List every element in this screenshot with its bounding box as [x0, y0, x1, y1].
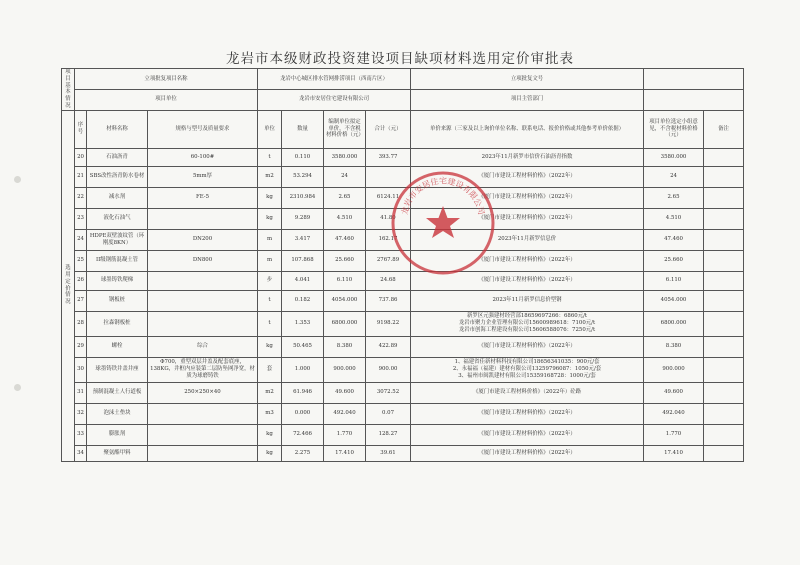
table-row — [62, 403, 744, 424]
row-qty: 1.000 — [282, 357, 324, 382]
row-unit-price: 6800.000 — [324, 311, 366, 336]
row-qty: 3.417 — [282, 229, 324, 250]
row-seq: 28 — [75, 311, 87, 336]
row-unit: t — [258, 148, 282, 166]
row-spec — [148, 208, 258, 229]
row-unit: kg — [258, 336, 282, 357]
row-price-basis: 《厦门市建设工程材料价格》（2022年） — [411, 445, 644, 461]
row-qty: 72.466 — [282, 424, 324, 445]
row-review-price: 2.65 — [644, 187, 704, 208]
row-unit-price: 900.000 — [324, 357, 366, 382]
row-remarks — [704, 357, 744, 382]
row-unit: 步 — [258, 271, 282, 290]
header-unit: 单位 — [258, 110, 282, 148]
row-price-basis: 《厦门市建设工程材料价格》（2022年） — [411, 271, 644, 290]
header-material: 材料名称 — [87, 110, 148, 148]
row-total: 900.00 — [366, 357, 411, 382]
header-total: 合计（元） — [366, 110, 411, 148]
header-seq: 序号 — [75, 110, 87, 148]
row-remarks — [704, 336, 744, 357]
row-qty: 0.000 — [282, 403, 324, 424]
row-review-price: 4054.000 — [644, 290, 704, 311]
row-spec — [148, 290, 258, 311]
row-qty: 4.041 — [282, 271, 324, 290]
table-row — [62, 445, 744, 461]
seal-text: 龙岩市安居住宅建设有限公司 — [400, 176, 486, 216]
header-unit-price: 编制单位拟定单价，不含税材料价格（元） — [324, 110, 366, 148]
row-material-name: 液化石油气 — [87, 208, 148, 229]
row-seq: 23 — [75, 208, 87, 229]
supervisor-label: 项目主管部门 — [411, 89, 644, 110]
row-unit: kg — [258, 208, 282, 229]
row-price-basis: 《厦门市建设工程材料价格》（2022年） — [411, 166, 644, 187]
row-price-basis: 新罗区元强建材经营部18659697266：6860元/t 龙岩市聚力企业管理有限公司15600989618：7100元/t 龙岩市创海工程建设有限公司15606588076：7250元/t — [411, 311, 644, 336]
seal-star-icon — [426, 206, 460, 238]
row-price-basis: 《厦门市建设工程材料价格》（2022年） — [411, 403, 644, 424]
row-unit: m2 — [258, 382, 282, 403]
row-unit-price: 24 — [324, 166, 366, 187]
row-unit-price: 1.770 — [324, 424, 366, 445]
row-seq: 30 — [75, 357, 87, 382]
row-spec — [148, 311, 258, 336]
row-qty: 9.289 — [282, 208, 324, 229]
row-qty: 2.275 — [282, 445, 324, 461]
row-spec: DN200 — [148, 229, 258, 250]
row-review-price: 17.410 — [644, 445, 704, 461]
row-material-name: II级钢筋混凝土管 — [87, 250, 148, 271]
table-row — [62, 424, 744, 445]
row-remarks — [704, 445, 744, 461]
row-price-basis: 《厦门市建设工程材料价格》（2022年） — [411, 250, 644, 271]
row-seq: 20 — [75, 148, 87, 166]
row-unit-price: 49.600 — [324, 382, 366, 403]
project-name-value: 龙岩中心城区排水管网排涝项目（西南片区） — [258, 69, 411, 90]
project-name-label: 立项批复项目名称 — [75, 69, 258, 90]
row-review-price: 47.460 — [644, 229, 704, 250]
table-row — [62, 311, 744, 336]
row-price-basis: 2023年11月新罗信息价型钢 — [411, 290, 644, 311]
binder-hole-top — [14, 176, 21, 183]
table-row — [62, 357, 744, 382]
row-price-basis: 《厦门市建设工程材料价格》（2022年）砼路 — [411, 382, 644, 403]
row-total: 6124.11 — [366, 187, 411, 208]
row-unit-price: 3580.000 — [324, 148, 366, 166]
row-material-name: 球墨铸铁爬梯 — [87, 271, 148, 290]
row-spec — [148, 403, 258, 424]
row-total: 0.07 — [366, 403, 411, 424]
project-unit-label: 项目单位 — [75, 89, 258, 110]
row-review-price: 900.000 — [644, 357, 704, 382]
row-remarks — [704, 290, 744, 311]
row-unit: m — [258, 250, 282, 271]
header-remarks: 备注 — [704, 110, 744, 148]
approval-doc-value — [644, 69, 744, 90]
row-review-price: 6800.000 — [644, 311, 704, 336]
row-price-basis: 《厦门市建设工程材料价格》（2022年） — [411, 424, 644, 445]
row-material-name: SBS改性沥青防水卷材 — [87, 166, 148, 187]
row-remarks — [704, 208, 744, 229]
row-spec: Φ700，重型双层井盖及配套底座，138KG，井框内应装第二层防坠网净宽，材质为球磨铸铁 — [148, 357, 258, 382]
row-total: 422.89 — [366, 336, 411, 357]
table-row — [62, 290, 744, 311]
row-price-basis: 《厦门市建设工程材料价格》（2022年） — [411, 336, 644, 357]
row-seq: 26 — [75, 271, 87, 290]
row-remarks — [704, 382, 744, 403]
row-material-name: 钢板桩 — [87, 290, 148, 311]
row-price-basis: 2023年11月新罗市信价石油沥青指数 — [411, 148, 644, 166]
row-material-name: 预制混凝土人行道板 — [87, 382, 148, 403]
row-seq: 31 — [75, 382, 87, 403]
row-unit-price: 47.460 — [324, 229, 366, 250]
row-remarks — [704, 424, 744, 445]
header-basis: 单价来源（三家及以上询价单位名称、联系电话、报价价格或其他参考单价依据） — [411, 110, 644, 148]
document-title: 龙岩市本级财政投资建设项目缺项材料选用定价审批表 — [226, 51, 574, 67]
row-material-name: 石油沥青 — [87, 148, 148, 166]
row-material-name: 拉森钢板桩 — [87, 311, 148, 336]
row-spec — [148, 424, 258, 445]
row-seq: 33 — [75, 424, 87, 445]
row-seq: 22 — [75, 187, 87, 208]
row-review-price: 49.600 — [644, 382, 704, 403]
row-material-name: 膨胀剂 — [87, 424, 148, 445]
header-qty: 数量 — [282, 110, 324, 148]
row-review-price: 6.110 — [644, 271, 704, 290]
row-review-price: 4.510 — [644, 208, 704, 229]
row-qty: 50.465 — [282, 336, 324, 357]
header-review-price: 项目单位选定小组意见，不含税材料价格（元） — [644, 110, 704, 148]
row-total: 162.17 — [366, 229, 411, 250]
row-spec: FE-5 — [148, 187, 258, 208]
row-spec: DN800 — [148, 250, 258, 271]
row-qty: 107.868 — [282, 250, 324, 271]
row-total: 2767.89 — [366, 250, 411, 271]
row-price-basis: 2023年11月新罗信息价 — [411, 229, 644, 250]
row-remarks — [704, 271, 744, 290]
row-remarks — [704, 166, 744, 187]
row-seq: 32 — [75, 403, 87, 424]
row-unit-price: 6.110 — [324, 271, 366, 290]
row-unit-price: 2.65 — [324, 187, 366, 208]
row-review-price: 3580.000 — [644, 148, 704, 166]
row-material-name: 聚氨酯甲料 — [87, 445, 148, 461]
row-total: 128.27 — [366, 424, 411, 445]
header-spec: 规格与型号及质量要求 — [148, 110, 258, 148]
row-total: 393.77 — [366, 148, 411, 166]
row-material-name: 减水剂 — [87, 187, 148, 208]
binder-hole-bottom — [14, 384, 21, 391]
row-spec: 综合 — [148, 336, 258, 357]
row-remarks — [704, 229, 744, 250]
row-unit: m2 — [258, 166, 282, 187]
company-seal — [388, 168, 498, 278]
row-material-name: HDPE双壁波纹管（环刚度8KN） — [87, 229, 148, 250]
row-unit: kg — [258, 187, 282, 208]
row-remarks — [704, 187, 744, 208]
row-qty: 0.182 — [282, 290, 324, 311]
row-unit-price: 8.380 — [324, 336, 366, 357]
row-unit-price: 4.510 — [324, 208, 366, 229]
row-review-price: 1.770 — [644, 424, 704, 445]
project-info-section-label: 项目基本情况 — [62, 69, 75, 111]
row-unit: kg — [258, 445, 282, 461]
row-remarks — [704, 403, 744, 424]
row-qty: 2310.984 — [282, 187, 324, 208]
row-spec: 250×250×40 — [148, 382, 258, 403]
row-review-price: 24 — [644, 166, 704, 187]
row-price-basis: 1、福建省佳新材料科技有限公司18656341035：900元/套 2、永福福（福建）建材有限公司13259796087：1050元/套 3、福州市闽凯建材有限公司15359168728：1000元/套 — [411, 357, 644, 382]
row-spec — [148, 271, 258, 290]
row-review-price: 25.660 — [644, 250, 704, 271]
project-name-row — [62, 69, 744, 90]
row-qty: 1.353 — [282, 311, 324, 336]
row-price-basis: 《厦门市建设工程材料价格》（2022年） — [411, 187, 644, 208]
row-seq: 27 — [75, 290, 87, 311]
row-unit: m — [258, 229, 282, 250]
approval-doc-label: 立项批复文号 — [411, 69, 644, 90]
row-seq: 25 — [75, 250, 87, 271]
row-material-name: 球墨铸铁井盖井座 — [87, 357, 148, 382]
row-unit: t — [258, 311, 282, 336]
row-total: 737.86 — [366, 290, 411, 311]
row-unit: m3 — [258, 403, 282, 424]
row-material-name: 螺栓 — [87, 336, 148, 357]
row-price-basis: 《厦门市建设工程材料价格》（2022年） — [411, 208, 644, 229]
supervisor-value — [644, 89, 744, 110]
table-row — [62, 382, 744, 403]
row-material-name: 泡沫土垫块 — [87, 403, 148, 424]
table-row — [62, 148, 744, 166]
row-seq: 21 — [75, 166, 87, 187]
row-unit: 套 — [258, 357, 282, 382]
row-spec — [148, 445, 258, 461]
row-total: 41.80 — [366, 208, 411, 229]
row-seq: 34 — [75, 445, 87, 461]
row-qty: 53.294 — [282, 166, 324, 187]
pricing-section-label: 选用定价情况 — [62, 110, 75, 461]
row-spec: 5mm厚 — [148, 166, 258, 187]
row-seq: 24 — [75, 229, 87, 250]
row-remarks — [704, 148, 744, 166]
column-header-row — [62, 110, 744, 148]
row-unit: kg — [258, 424, 282, 445]
row-unit-price: 17.410 — [324, 445, 366, 461]
row-remarks — [704, 311, 744, 336]
row-qty: 0.110 — [282, 148, 324, 166]
row-remarks — [704, 250, 744, 271]
row-unit-price: 492.040 — [324, 403, 366, 424]
project-unit-value: 龙岩市安居住宅建设有限公司 — [258, 89, 411, 110]
row-review-price: 8.380 — [644, 336, 704, 357]
row-seq: 29 — [75, 336, 87, 357]
row-total: 24.68 — [366, 271, 411, 290]
row-review-price: 492.040 — [644, 403, 704, 424]
row-total: 9198.22 — [366, 311, 411, 336]
row-qty: 61.946 — [282, 382, 324, 403]
row-unit-price: 4054.000 — [324, 290, 366, 311]
table-row — [62, 336, 744, 357]
row-unit-price: 25.660 — [324, 250, 366, 271]
row-total: 39.61 — [366, 445, 411, 461]
row-spec: 60-100# — [148, 148, 258, 166]
row-unit: t — [258, 290, 282, 311]
project-unit-row — [62, 89, 744, 110]
row-total: 3072.52 — [366, 382, 411, 403]
